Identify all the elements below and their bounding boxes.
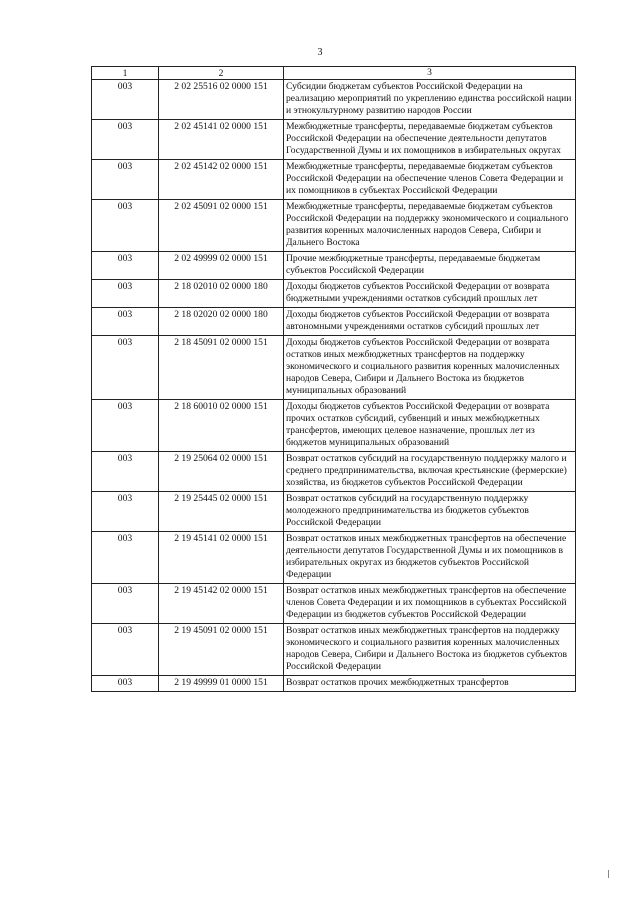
admin-code-cell: 003 [92, 120, 159, 160]
table-row [92, 160, 576, 200]
revenue-codes-table [91, 66, 576, 692]
admin-code-cell: 003 [92, 80, 159, 120]
table-header-row [92, 67, 576, 80]
revenue-name-cell: Доходы бюджетов субъектов Российской Федерации от возврата бюджетными учреждениями остатков субсидий прошлых лет [284, 280, 576, 308]
table-row [92, 252, 576, 280]
table-row [92, 80, 576, 120]
budget-code-cell: 2 19 45141 02 0000 151 [159, 532, 284, 584]
budget-code-cell: 2 19 49999 01 0000 151 [159, 676, 284, 692]
admin-code-cell: 003 [92, 584, 159, 624]
budget-code-cell: 2 18 02010 02 0000 180 [159, 280, 284, 308]
column-header-3: 3 [284, 67, 576, 80]
table-row [92, 400, 576, 452]
admin-code-cell: 003 [92, 252, 159, 280]
admin-code-cell: 003 [92, 336, 159, 400]
admin-code-cell: 003 [92, 492, 159, 532]
revenue-name-cell: Возврат остатков прочих межбюджетных трансфертов [284, 676, 576, 692]
admin-code-cell: 003 [92, 280, 159, 308]
revenue-name-cell: Субсидии бюджетам субъектов Российской Федерации на реализацию мероприятий по укреплению единства российской нации и этнокультурному развитию народов России [284, 80, 576, 120]
budget-code-cell: 2 02 49999 02 0000 151 [159, 252, 284, 280]
revenue-name-cell: Межбюджетные трансферты, передаваемые бюджетам субъектов Российской Федерации на обеспечение членов Совета Федерации и их помощников в субъектах Российской Федерации [284, 160, 576, 200]
budget-code-cell: 2 19 45091 02 0000 151 [159, 624, 284, 676]
budget-code-cell: 2 18 02020 02 0000 180 [159, 308, 284, 336]
table-row [92, 452, 576, 492]
budget-code-cell: 2 18 60010 02 0000 151 [159, 400, 284, 452]
column-header-1: 1 [92, 67, 159, 80]
revenue-name-cell: Межбюджетные трансферты, передаваемые бюджетам субъектов Российской Федерации на обеспечение деятельности депутатов Государственной Думы и их помощников в избирательных округах [284, 120, 576, 160]
admin-code-cell: 003 [92, 624, 159, 676]
revenue-name-cell: Доходы бюджетов субъектов Российской Федерации от возврата прочих остатков субсидий, субвенций и иных межбюджетных трансфертов, имеющих целевое назначение, прошлых лет из бюджетов муниципальных образований [284, 400, 576, 452]
budget-code-cell: 2 19 25064 02 0000 151 [159, 452, 284, 492]
table-row [92, 308, 576, 336]
table-row [92, 584, 576, 624]
budget-code-cell: 2 19 45142 02 0000 151 [159, 584, 284, 624]
revenue-name-cell: Возврат остатков субсидий на государственную поддержку малого и среднего предпринимательства, включая крестьянские (фермерские) хозяйства, из бюджетов субъектов Российской Федерации [284, 452, 576, 492]
table-row [92, 624, 576, 676]
table-row [92, 280, 576, 308]
admin-code-cell: 003 [92, 676, 159, 692]
budget-code-cell: 2 18 45091 02 0000 151 [159, 336, 284, 400]
revenue-name-cell: Возврат остатков субсидий на государственную поддержку молодежного предпринимательства из бюджетов субъектов Российской Федерации [284, 492, 576, 532]
table-row [92, 676, 576, 692]
admin-code-cell: 003 [92, 160, 159, 200]
revenue-name-cell: Возврат остатков иных межбюджетных трансфертов на обеспечение деятельности депутатов Государственной Думы и их помощников в избирательных округах из бюджетов субъектов Российской Федерации [284, 532, 576, 584]
admin-code-cell: 003 [92, 532, 159, 584]
admin-code-cell: 003 [92, 452, 159, 492]
table-row [92, 336, 576, 400]
budget-code-cell: 2 02 45142 02 0000 151 [159, 160, 284, 200]
budget-code-cell: 2 19 25445 02 0000 151 [159, 492, 284, 532]
admin-code-cell: 003 [92, 400, 159, 452]
table-row [92, 532, 576, 584]
table-row [92, 120, 576, 160]
admin-code-cell: 003 [92, 308, 159, 336]
revenue-name-cell: Межбюджетные трансферты, передаваемые бюджетам субъектов Российской Федерации на поддержку экономического и социального развития коренных малочисленных народов Севера, Сибири и Дальнего Востока [284, 200, 576, 252]
table-row [92, 492, 576, 532]
revenue-name-cell: Возврат остатков иных межбюджетных трансфертов на обеспечение членов Совета Федерации и их помощников в субъектах Российской Федерации из бюджетов субъектов Российской Федерации [284, 584, 576, 624]
table-row [92, 200, 576, 252]
budget-code-cell: 2 02 25516 02 0000 151 [159, 80, 284, 120]
revenue-name-cell: Доходы бюджетов субъектов Российской Федерации от возврата автономными учреждениями остатков субсидий прошлых лет [284, 308, 576, 336]
scan-edge-mark [608, 870, 609, 878]
budget-code-cell: 2 02 45091 02 0000 151 [159, 200, 284, 252]
revenue-name-cell: Доходы бюджетов субъектов Российской Федерации от возврата остатков иных межбюджетных трансфертов на поддержку экономического и социального развития коренных малочисленных народов Севера, Сибири и Дальнего Востока из бюджетов муниципальных образований [284, 336, 576, 400]
page-number: 3 [317, 47, 323, 58]
admin-code-cell: 003 [92, 200, 159, 252]
revenue-name-cell: Возврат остатков иных межбюджетных трансфертов на поддержку экономического и социального развития коренных малочисленных народов Севера, Сибири и Дальнего Востока из бюджетов субъектов Российской Федерации [284, 624, 576, 676]
column-header-2: 2 [159, 67, 284, 80]
revenue-name-cell: Прочие межбюджетные трансферты, передаваемые бюджетам субъектов Российской Федерации [284, 252, 576, 280]
budget-code-cell: 2 02 45141 02 0000 151 [159, 120, 284, 160]
